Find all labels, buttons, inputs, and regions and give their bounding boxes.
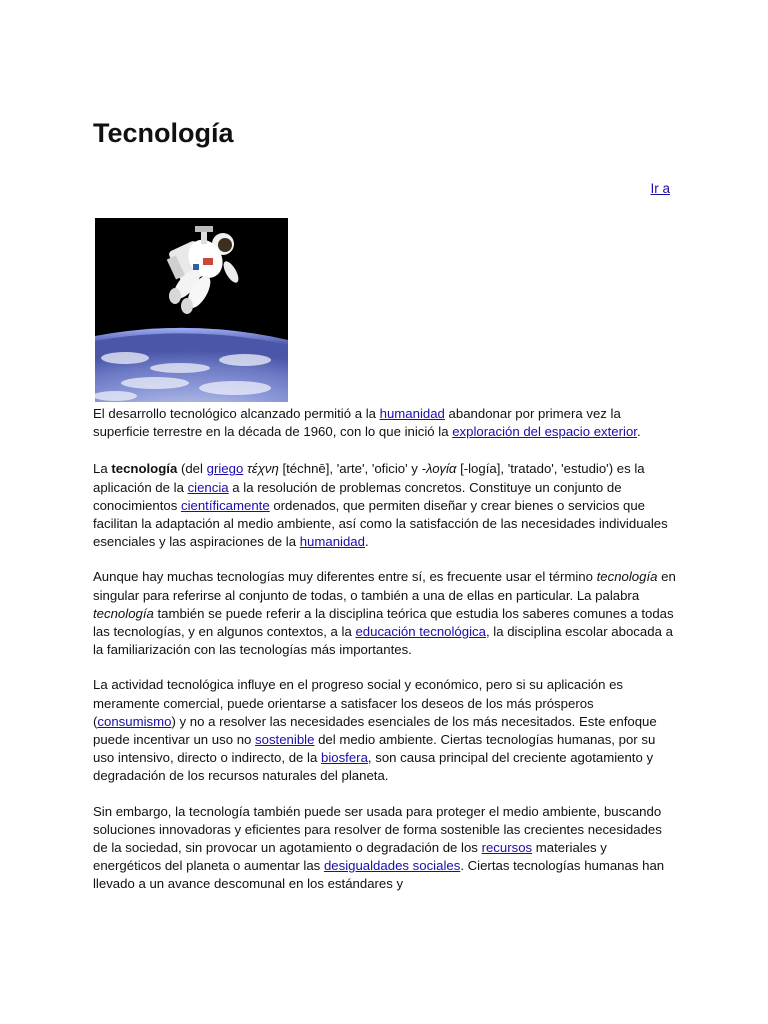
paragraph-1: La tecnología (del griego τέχνη [téchnē], 'arte', 'oficio' y -λογία [-logía], 'tratado', 'estudio') es la aplicación de la ciencia a la resolución de problemas concretos. Constituye un conjunto de conocimientos científicamente ordenados, que permiten diseñar y crear bienes o servicios que facilitan la adaptación al medio ambiente, así como la satisfacción de las necesidades individuales esenciales y las aspiraciones de la humanidad. bbox=[93, 461, 668, 550]
link-exploracion-espacio[interactable]: exploración del espacio exterior bbox=[452, 424, 637, 440]
link-desigualdades-sociales[interactable]: desigualdades sociales bbox=[323, 858, 461, 874]
link-consumismo[interactable]: consumismo bbox=[97, 713, 172, 729]
link-sostenible[interactable]: sostenible bbox=[255, 732, 315, 748]
article-body bbox=[93, 405, 676, 911]
link-ciencia[interactable]: ciencia bbox=[187, 479, 229, 495]
paragraph-4: Sin embargo, la tecnología también puede ser usada para proteger el medio ambiente, buscando soluciones innovadoras y eficientes para resolver de forma sostenible las crecientes necesidades de la sociedad, sin provocar un agotamiento o degradación de los recursos materiales y energéticos del planeta o aumentar las desigualdades sociales. Ciertas tecnologías humanas han llevado a un avance descomunal en los estándares y bbox=[93, 803, 665, 892]
link-biosfera[interactable]: biosfera bbox=[320, 750, 368, 766]
image-caption: El desarrollo tecnológico alcanzado permitió a la humanidad abandonar por primera vez la superficie terrestre en la década de 1960, con lo que inició la exploración del espacio exterior. bbox=[93, 406, 641, 440]
link-recursos[interactable]: recursos bbox=[481, 840, 533, 856]
link-humanidad-2[interactable]: humanidad bbox=[299, 534, 365, 550]
astronaut-photo bbox=[95, 218, 288, 402]
page-title: Tecnología bbox=[93, 118, 234, 148]
link-cientificamente[interactable]: científicamente bbox=[180, 497, 270, 513]
link-educacion-tecnologica[interactable]: educación tecnológica bbox=[355, 624, 486, 640]
term-tecnologia: tecnología bbox=[111, 461, 178, 477]
paragraph-3: La actividad tecnológica influye en el progreso social y económico, pero si su aplicación es meramente comercial, puede orientarse a satisfacer los deseos de los más prósperos (consumismo) y no a resolver las necesidades esenciales de los más necesitados. Este enfoque puede incentivar un uso no sostenible del medio ambiente. Ciertas tecnologías humanas, por su uso intensivo, directo o indirecto, de la biosfera, son causa principal del creciente agotamiento y degradación de los recursos naturales del planeta. bbox=[93, 677, 657, 784]
link-humanidad[interactable]: humanidad bbox=[379, 406, 445, 421]
paragraph-2: Aunque hay muchas tecnologías muy diferentes entre sí, es frecuente usar el término tecnología en singular para referirse al conjunto de todas, o también a una de ellas en particular. La palabra tecnología también se puede referir a la disciplina teórica que estudia los saberes comunes a todas las tecnologías, y en algunos contextos, a la educación tecnológica, la disciplina escolar abocada a la familiarización con las tecnologías más importantes. bbox=[93, 569, 676, 658]
goto-link[interactable]: Ir a bbox=[650, 181, 670, 196]
link-griego[interactable]: griego bbox=[206, 461, 244, 477]
